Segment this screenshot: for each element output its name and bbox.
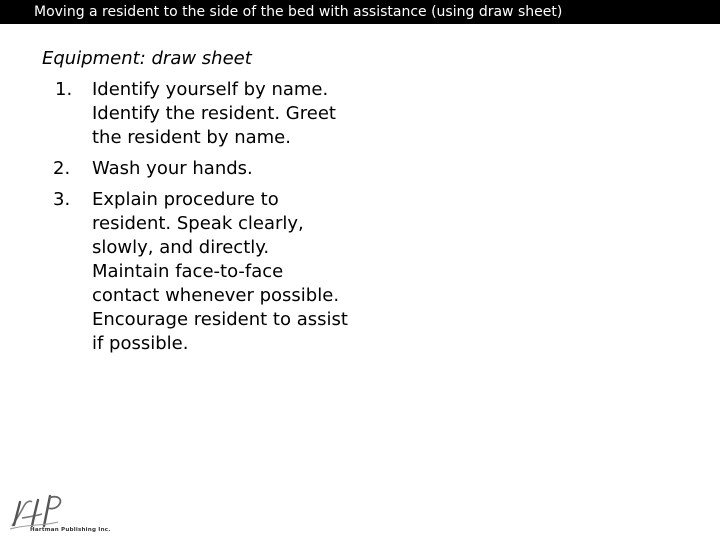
step-text: Wash your hands. [92, 158, 253, 179]
step-number: 3. [53, 189, 71, 210]
step-text: Explain procedure to resident. Speak clearly, slowly, and directly. Maintain face-to-face contact whenever possible. Encourage resident to assist if possible. [92, 189, 348, 354]
title-bar [0, 0, 720, 24]
procedure-steps [50, 78, 350, 363]
slide-title: Moving a resident to the side of the bed with assistance (using draw sheet) [34, 4, 563, 20]
hartman-publishing-logo [8, 492, 112, 534]
step-item [50, 157, 350, 181]
step-text: Identify yourself by name. Identify the resident. Greet the resident by name. [92, 79, 336, 148]
svg-text:Hartman Publishing Inc.: Hartman Publishing Inc. [30, 527, 111, 533]
logo-mark-icon [8, 492, 112, 534]
step-item [50, 78, 350, 150]
step-number: 2. [53, 158, 71, 179]
step-number: 1. [55, 79, 73, 100]
step-item [50, 188, 350, 356]
equipment-line: Equipment: draw sheet [42, 48, 252, 69]
